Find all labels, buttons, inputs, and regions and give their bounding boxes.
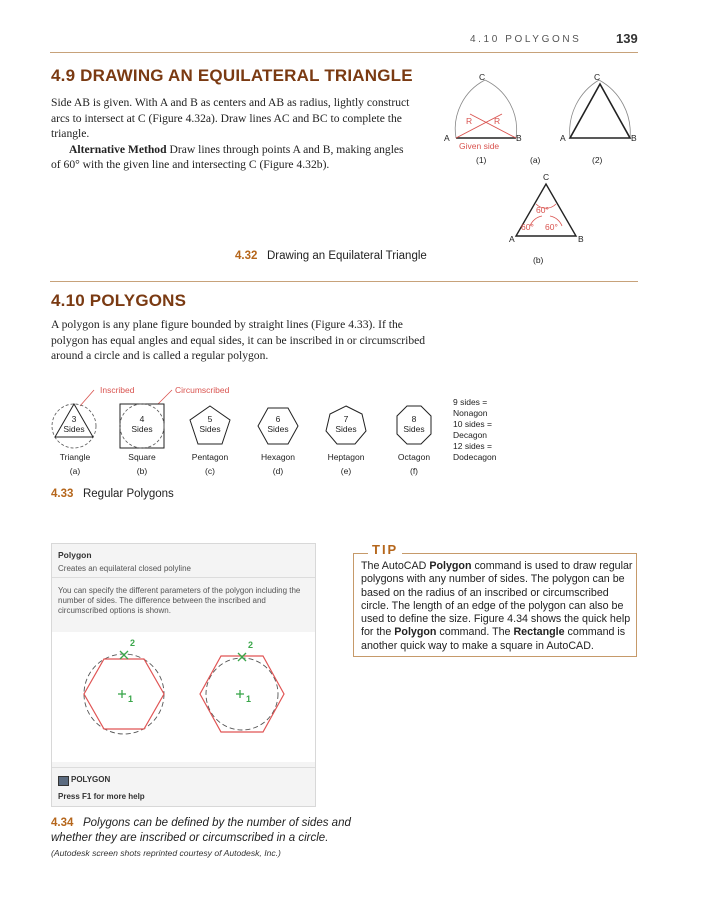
- label-c-2: C: [594, 72, 601, 82]
- help-panel-description: You can specify the different parameters of the polygon including the number of sides. The difference between the inscribed and circumscribed options is shown.: [58, 586, 301, 615]
- section-4-9-para2: Draw lines through points A and B, making angles of 60° with the given line and intersecting C (Figure 4.32b).: [51, 142, 404, 171]
- more-sides-item: Decagon: [453, 430, 488, 440]
- label-sub-2: (2): [592, 155, 603, 165]
- help-panel-f1-hint: Press F1 for more help: [58, 792, 145, 801]
- poly-e-name: Heptagon: [327, 452, 365, 462]
- tip-title: TIP: [368, 542, 402, 557]
- poly-e-tag: (e): [340, 466, 352, 476]
- tip-text-3: command. The: [436, 626, 514, 639]
- help-panel-command: POLYGON: [71, 775, 111, 784]
- poly-a-word: Sides: [63, 424, 85, 434]
- tip-text: [361, 560, 633, 653]
- poly-d-tag: (d): [272, 466, 284, 476]
- radius-line-b: [470, 114, 516, 138]
- figure-4-33-caption-text: Regular Polygons: [82, 488, 174, 500]
- label-sub-1: (1): [476, 155, 487, 165]
- poly-c-sides: [195, 414, 225, 434]
- snap-label-2-right: 2: [248, 640, 254, 650]
- more-sides-item: Nonagon: [453, 408, 488, 418]
- inscribed-label: Inscribed: [100, 385, 135, 395]
- poly-e-sides: [331, 414, 361, 434]
- poly-f-name: Octagon: [397, 452, 431, 462]
- tip-text-2: command is used to draw regular polygons with any number of sides. The polygon can be based on the radius of an inscribed or circumscribed circle. The length of an edge of the polygon can also be used to define the size. Figure 4.34 shows the quick help for the: [361, 560, 633, 639]
- tip-keyword-rectangle: Rectangle: [513, 626, 565, 639]
- angle-top-label: 60°: [536, 205, 549, 215]
- header-rule: [50, 52, 638, 53]
- poly-c-word: Sides: [199, 424, 221, 434]
- more-sides-item: 10 sides =: [453, 419, 492, 429]
- arc-from-a: [485, 80, 517, 138]
- poly-e-count: 7: [343, 414, 349, 424]
- label-a-1: A: [444, 133, 450, 143]
- poly-f-word: Sides: [403, 424, 425, 434]
- poly-f-tag: (f): [409, 466, 419, 476]
- arc-from-b: [455, 80, 485, 138]
- poly-e-word: Sides: [335, 424, 357, 434]
- figure-4-34-number: 4.34: [51, 817, 74, 829]
- section-4-9-title: 4.9 DRAWING AN EQUILATERAL TRIANGLE: [51, 66, 413, 85]
- more-sides-item: Dodecagon: [453, 452, 497, 462]
- poly-d-sides: [263, 414, 293, 434]
- polygon-command-icon: [58, 776, 69, 786]
- poly-b-name: Square: [128, 452, 156, 462]
- snap-label-1-right: 1: [246, 694, 252, 704]
- poly-f-sides: [399, 414, 429, 434]
- label-sub-b: (b): [533, 255, 544, 265]
- poly-a-tag: (a): [69, 466, 81, 476]
- label-a-b: A: [509, 234, 515, 244]
- label-b-1: B: [516, 133, 522, 143]
- poly-b-sides: [127, 414, 157, 434]
- inscribed-leader: [80, 390, 94, 406]
- label-b-2: B: [631, 133, 637, 143]
- snap-label-1-left: 1: [128, 694, 134, 704]
- figure-4-32-diagram: [438, 66, 648, 276]
- help-panel-title: Polygon: [58, 550, 92, 560]
- label-sub-a: (a): [530, 155, 541, 165]
- help-panel-subtitle: Creates an equilateral closed polyline: [58, 564, 191, 573]
- snap-marks: [118, 651, 246, 698]
- figure-4-32-caption-text: Drawing an Equilateral Triangle: [266, 250, 427, 262]
- snap-label-2-left: 2: [130, 638, 136, 648]
- alternative-method-label: Alternative Method: [69, 142, 167, 156]
- help-panel-bottom-divider: [52, 767, 315, 768]
- section-4-9-body: [51, 95, 411, 173]
- poly-b-tag: (b): [136, 466, 148, 476]
- section-4-9-para1: Side AB is given. With A and B as centers and AB as radius, lightly construct arcs to intersect at C (Figure 4.32a). Draw lines AC and BC to complete the triangle.: [51, 96, 410, 140]
- angle-left-label: 60°: [521, 222, 534, 232]
- poly-a-sides: [59, 414, 89, 434]
- poly-a-name: Triangle: [59, 452, 91, 462]
- figure-4-33-number: 4.33: [51, 488, 74, 500]
- polygon-illustration: [52, 632, 315, 762]
- poly-d-name: Hexagon: [260, 452, 296, 462]
- more-sides-item: 12 sides =: [453, 441, 492, 451]
- poly-d-count: 6: [275, 414, 281, 424]
- poly-d-word: Sides: [267, 424, 289, 434]
- tip-keyword-polygon: Polygon: [429, 560, 472, 572]
- circumscribed-label: Circumscribed: [175, 385, 230, 395]
- tip-text-1: The AutoCAD: [361, 560, 430, 572]
- angle-right-label: 60°: [545, 222, 558, 232]
- section-4-10-title: 4.10 POLYGONS: [51, 291, 187, 310]
- help-panel-divider: [52, 577, 315, 578]
- figure-4-32-caption: [235, 250, 427, 262]
- label-a-2: A: [560, 133, 566, 143]
- label-c-1: C: [479, 72, 486, 82]
- section-4-10-body: A polygon is any plane figure bounded by straight lines (Figure 4.33). If the polygon has equal angles and equal sides, it can be inscribed in or circumscribed around a circle and is called a regular polygon.: [51, 318, 426, 362]
- triangle-2: [570, 84, 630, 138]
- label-b-b: B: [578, 234, 584, 244]
- autocad-help-panel: [51, 543, 316, 807]
- tip-keyword-polygon-2: Polygon: [394, 626, 437, 639]
- poly-c-name: Pentagon: [191, 452, 229, 462]
- poly-b-count: 4: [139, 414, 145, 424]
- figure-4-34-caption-text: Polygons can be defined by the number of sides and whether they are inscribed or circumscribed in a circle.: [51, 817, 351, 844]
- label-r-right: R: [494, 116, 501, 126]
- poly-c-count: 5: [207, 414, 213, 424]
- figure-4-32-number: 4.32: [235, 250, 258, 262]
- help-panel-illustration: [52, 632, 315, 762]
- poly-a-count: 3: [71, 414, 77, 424]
- section-rule: [50, 281, 638, 282]
- figure-4-34-credit: (Autodesk screen shots reprinted courtesy of Autodesk, Inc.): [51, 848, 281, 858]
- figure-4-33-caption: [51, 488, 174, 500]
- more-sides-list: [453, 397, 496, 463]
- page-number: 139: [616, 31, 638, 46]
- running-head: 4.10 POLYGONS: [470, 34, 582, 45]
- poly-f-count: 8: [411, 414, 417, 424]
- poly-c-tag: (c): [205, 466, 215, 476]
- circumscribed-leader: [158, 390, 172, 404]
- label-c-b: C: [543, 172, 550, 182]
- given-side-label: Given side: [459, 141, 500, 151]
- label-r-left: R: [466, 116, 473, 126]
- tip-text-4: command is another quick way to make a square in AutoCAD.: [361, 626, 626, 652]
- more-sides-item: 9 sides =: [453, 397, 488, 407]
- figure-4-34-caption: [51, 816, 351, 845]
- poly-b-word: Sides: [131, 424, 153, 434]
